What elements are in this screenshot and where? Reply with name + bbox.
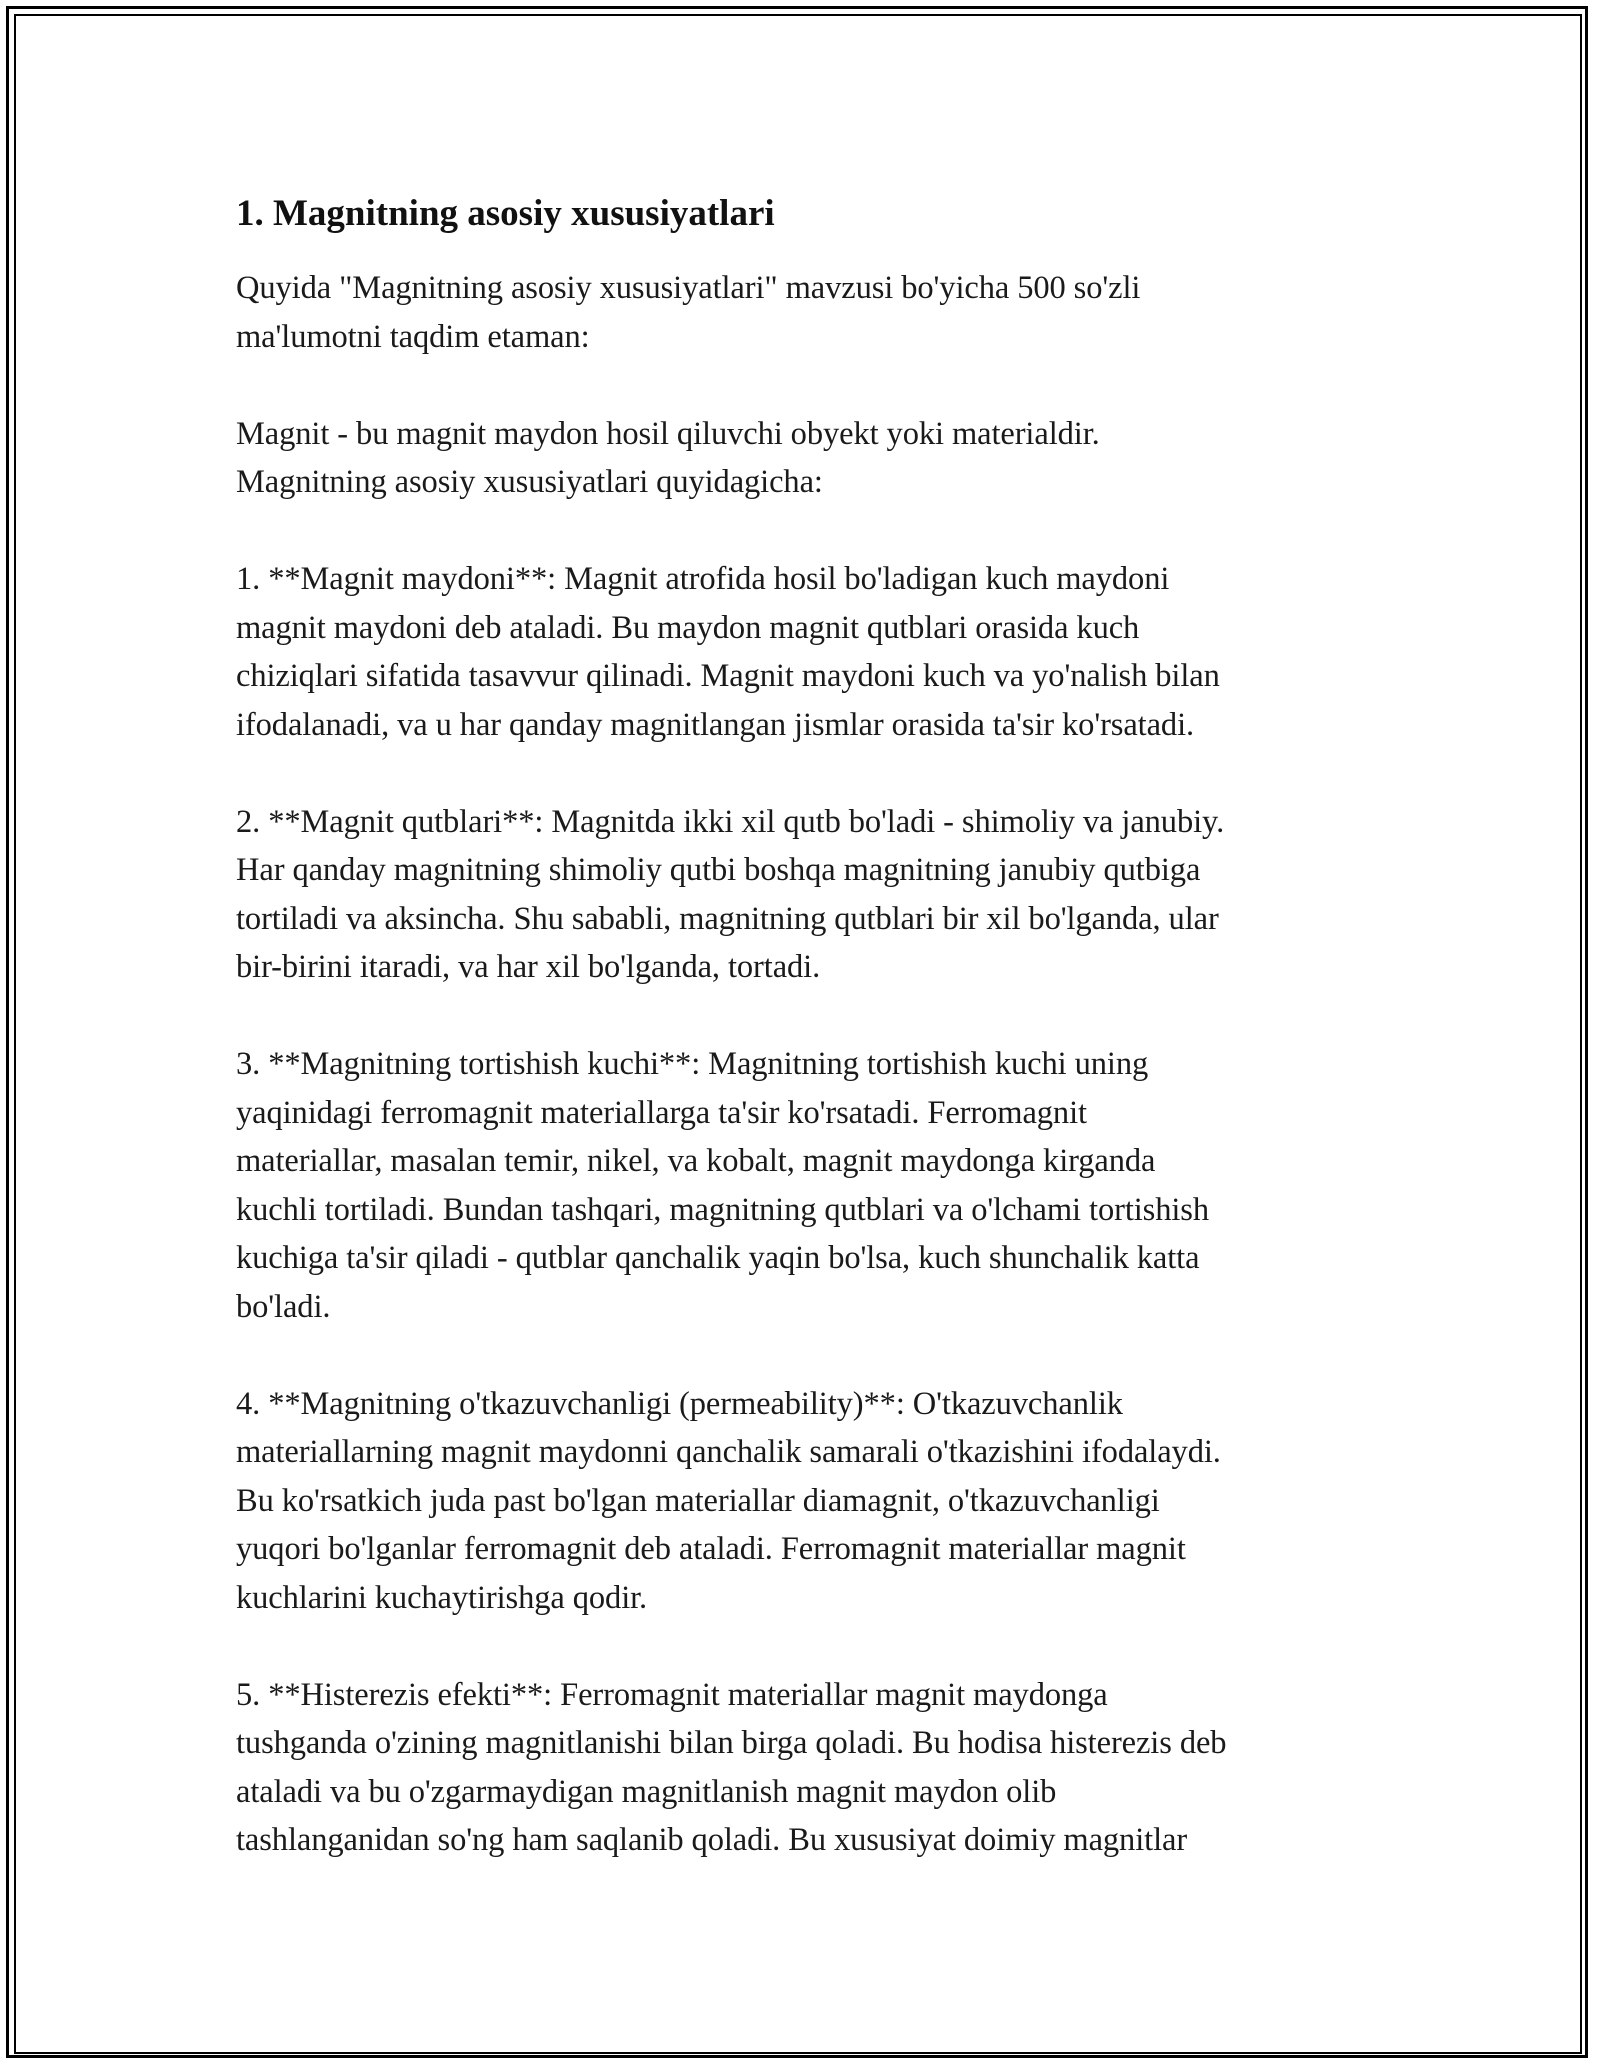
paragraph-item-1 [236, 555, 1376, 749]
text-line: bo'ladi. [236, 1288, 331, 1325]
text-line: materiallarning magnit maydonni qanchalik samarali o'tkazishini ifodalaydi. [236, 1434, 1221, 1470]
paragraph-intro [236, 264, 1376, 361]
text-line: Magnitning asosiy xususiyatlari quyidagicha: [236, 464, 823, 500]
paragraph-item-4 [236, 1380, 1376, 1623]
paragraph-definition [236, 410, 1376, 507]
paragraph-item-3 [236, 1040, 1376, 1331]
text-line: 5. **Histerezis efekti**: Ferromagnit materiallar magnit maydonga [236, 1676, 1108, 1713]
paragraph-item-2 [236, 798, 1376, 992]
text-line: materiallar, masalan temir, nikel, va kobalt, magnit maydonga kirganda [236, 1143, 1156, 1179]
text-line: tashlanganidan so'ng ham saqlanib qoladi. Bu xususiyat doimiy magnitlar [236, 1822, 1188, 1858]
text-line: 1. **Magnit maydoni**: Magnit atrofida hosil bo'ladigan kuch maydoni [236, 561, 1170, 597]
text-line: yaqinidagi ferromagnit materiallarga ta'sir ko'rsatadi. Ferromagnit [236, 1094, 1087, 1131]
document-title: 1. Magnitning asosiy xususiyatlari [236, 193, 775, 234]
text-line: ma'lumotni taqdim etaman: [236, 318, 590, 355]
paragraph-item-5 [236, 1671, 1376, 1865]
text-line: 4. **Magnitning o'tkazuvchanligi (permeability)**: O'tkazuvchanlik [236, 1385, 1123, 1422]
document-body [236, 190, 1376, 1913]
text-line: 2. **Magnit qutblari**: Magnitda ikki xil qutb bo'ladi - shimoliy va janubiy. [236, 803, 1225, 840]
text-line: Bu ko'rsatkich juda past bo'lgan materiallar diamagnit, o'tkazuvchanligi [236, 1482, 1160, 1519]
text-line: magnit maydoni deb ataladi. Bu maydon magnit qutblari orasida kuch [236, 609, 1140, 646]
text-line: ataladi va bu o'zgarmaydigan magnitlanish magnit maydon olib [236, 1773, 1057, 1810]
text-line: 3. **Magnitning tortishish kuchi**: Magnitning tortishish kuchi uning [236, 1046, 1149, 1082]
text-line: ifodalanadi, va u har qanday magnitlangan jismlar orasida ta'sir ko'rsatadi. [236, 706, 1195, 743]
text-line: kuchiga ta'sir qiladi - qutblar qanchalik yaqin bo'lsa, kuch shunchalik katta [236, 1240, 1200, 1276]
text-line: bir-birini itaradi, va har xil bo'lganda, tortadi. [236, 949, 821, 985]
text-line: chiziqlari sifatida tasavvur qilinadi. Magnit maydoni kuch va yo'nalish bilan [236, 658, 1220, 694]
text-line: Magnit - bu magnit maydon hosil qiluvchi obyekt yoki materialdir. [236, 415, 1100, 452]
text-line: tortiladi va aksincha. Shu sababli, magnitning qutblari bir xil bo'lganda, ular [236, 900, 1219, 937]
text-line: tushganda o'zining magnitlanishi bilan birga qoladi. Bu hodisa histerezis deb [236, 1725, 1227, 1761]
text-line: kuchlarini kuchaytirishga qodir. [236, 1579, 648, 1616]
text-line: yuqori bo'lganlar ferromagnit deb ataladi. Ferromagnit materiallar magnit [236, 1531, 1186, 1567]
text-line: kuchli tortiladi. Bundan tashqari, magnitning qutblari va o'lchami tortishish [236, 1191, 1209, 1228]
text-line: Har qanday magnitning shimoliy qutbi boshqa magnitning janubiy qutbiga [236, 852, 1201, 888]
text-line: Quyida "Magnitning asosiy xususiyatlari" mavzusi bo'yicha 500 so'zli [236, 270, 1141, 306]
